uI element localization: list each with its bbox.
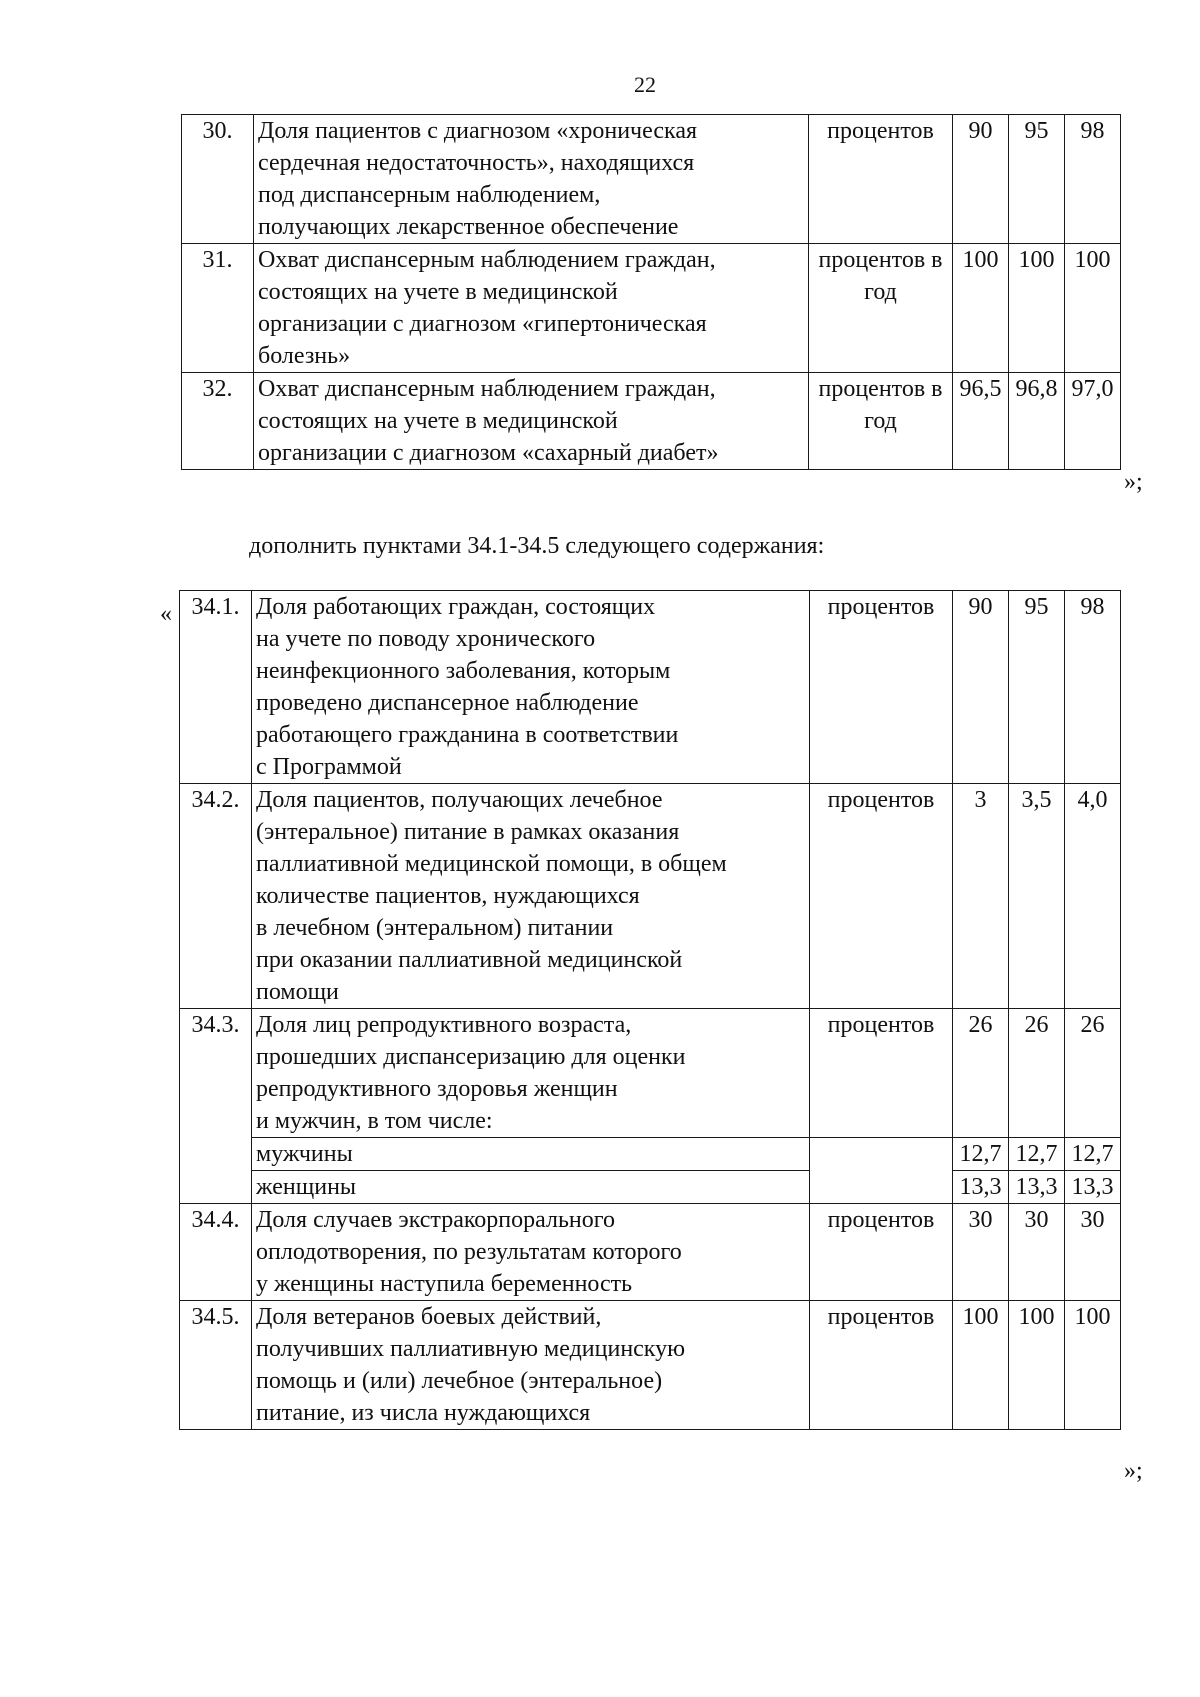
- value-cell: 12,7: [1065, 1138, 1121, 1171]
- amendment-paragraph: дополнить пунктами 34.1-34.5 следующего содержания:: [249, 533, 825, 559]
- description-line: организации с диагнозом «сахарный диабет»: [258, 440, 719, 466]
- row-number: 34.1.: [180, 591, 252, 784]
- description-line: состоящих на учете в медицинской: [258, 279, 618, 305]
- description-line: сердечная недостаточность», находящихся: [258, 150, 695, 176]
- row-unit: процентов: [810, 591, 953, 784]
- value-cell: 100: [1065, 244, 1121, 373]
- row-number: 34.2.: [180, 784, 252, 1009]
- row-description: [254, 373, 809, 470]
- value-cell: 12,7: [1009, 1138, 1065, 1171]
- value-cell: 12,7: [953, 1138, 1009, 1171]
- subrow-label: женщины: [252, 1171, 810, 1204]
- description-line: неинфекционного заболевания, которым: [256, 658, 671, 684]
- value-cell: 13,3: [953, 1171, 1009, 1204]
- value-cell: 98: [1065, 115, 1121, 244]
- table-row-30: [182, 115, 1121, 244]
- row-unit: процентов: [809, 115, 953, 244]
- row-number: 34.5.: [180, 1301, 252, 1430]
- table-row-34-5: [180, 1301, 1121, 1430]
- description-line: с Программой: [256, 754, 402, 780]
- description-line: и мужчин, в том числе:: [256, 1108, 493, 1134]
- table-subrow-women: [180, 1171, 1121, 1204]
- row-number: 30.: [182, 115, 254, 244]
- description-line: помощь и (или) лечебное (энтеральное): [256, 1368, 663, 1394]
- row-unit: процентов в год: [809, 373, 953, 470]
- value-cell: 95: [1009, 115, 1065, 244]
- description-line: организации с диагнозом «гипертоническая: [258, 311, 707, 337]
- description-line: количестве пациентов, нуждающихся: [256, 883, 640, 909]
- value-cell: 30: [953, 1204, 1009, 1301]
- table-row-34-3: [180, 1009, 1121, 1138]
- table-row-32: [182, 373, 1121, 470]
- description-line: на учете по поводу хронического: [256, 626, 596, 652]
- description-line: получающих лекарственное обеспечение: [258, 214, 679, 240]
- empty-unit-cell: [810, 1138, 953, 1204]
- description-line: Доля работающих граждан, состоящих: [256, 594, 656, 620]
- value-cell: 100: [1009, 1301, 1065, 1430]
- value-cell: 26: [1009, 1009, 1065, 1138]
- description-line: болезнь»: [258, 343, 351, 369]
- value-cell: 26: [1065, 1009, 1121, 1138]
- value-cell: 100: [953, 1301, 1009, 1430]
- description-line: у женщины наступила беременность: [256, 1271, 633, 1297]
- description-line: оплодотворения, по результатам которого: [256, 1239, 682, 1265]
- value-cell: 96,8: [1009, 373, 1065, 470]
- page-number: 22: [634, 72, 656, 97]
- row-description: [254, 115, 809, 244]
- table-row-34-1: [180, 591, 1121, 784]
- description-line: репродуктивного здоровья женщин: [256, 1076, 618, 1102]
- row-description: [252, 1204, 810, 1301]
- value-cell: 98: [1065, 591, 1121, 784]
- row-description: [252, 1009, 810, 1138]
- description-line: проведено диспансерное наблюдение: [256, 690, 639, 716]
- description-line: Доля лиц репродуктивного возраста,: [256, 1012, 632, 1038]
- description-line: под диспансерным наблюдением,: [258, 182, 601, 208]
- description-line: Охват диспансерным наблюдением граждан,: [258, 247, 716, 273]
- description-line: помощи: [256, 979, 339, 1005]
- row-description: [252, 784, 810, 1009]
- table-row-31: [182, 244, 1121, 373]
- value-cell: 90: [953, 115, 1009, 244]
- subrow-label: мужчины: [252, 1138, 810, 1171]
- closing-quote: »;: [1124, 1458, 1143, 1484]
- description-line: Доля пациентов, получающих лечебное: [256, 787, 663, 813]
- row-unit: процентов в год: [809, 244, 953, 373]
- value-cell: 30: [1009, 1204, 1065, 1301]
- description-line: состоящих на учете в медицинской: [258, 408, 618, 434]
- row-description: [254, 244, 809, 373]
- description-line: в лечебном (энтеральном) питании: [256, 915, 614, 941]
- value-cell: 26: [953, 1009, 1009, 1138]
- row-unit: процентов: [810, 1301, 953, 1430]
- description-line: Доля ветеранов боевых действий,: [256, 1304, 602, 1330]
- table-row-34-4: [180, 1204, 1121, 1301]
- row-number: 34.4.: [180, 1204, 252, 1301]
- row-unit: процентов: [810, 784, 953, 1009]
- description-line: (энтеральное) питание в рамках оказания: [256, 819, 680, 845]
- value-cell: 13,3: [1009, 1171, 1065, 1204]
- row-description: [252, 1301, 810, 1430]
- description-line: получивших паллиативную медицинскую: [256, 1336, 686, 1362]
- value-cell: 3: [953, 784, 1009, 1009]
- description-line: питание, из числа нуждающихся: [256, 1400, 591, 1426]
- indicators-table-2: [179, 590, 1121, 1430]
- description-line: при оказании паллиативной медицинской: [256, 947, 683, 973]
- indicators-table-1: [181, 114, 1121, 470]
- row-unit: процентов: [810, 1009, 953, 1138]
- table-subrow-men: [180, 1138, 1121, 1171]
- description-line: прошедших диспансеризацию для оценки: [256, 1044, 686, 1070]
- value-cell: 95: [1009, 591, 1065, 784]
- description-line: работающего гражданина в соответствии: [256, 722, 679, 748]
- row-unit: процентов: [810, 1204, 953, 1301]
- value-cell: 100: [1065, 1301, 1121, 1430]
- description-line: паллиативной медицинской помощи, в общем: [256, 851, 727, 877]
- value-cell: 100: [1009, 244, 1065, 373]
- row-number: 32.: [182, 373, 254, 470]
- description-line: Охват диспансерным наблюдением граждан,: [258, 376, 716, 402]
- table-row-34-2: [180, 784, 1121, 1009]
- value-cell: 97,0: [1065, 373, 1121, 470]
- description-line: Доля пациентов с диагнозом «хроническая: [258, 118, 698, 144]
- row-number: 34.3.: [180, 1009, 252, 1204]
- value-cell: 3,5: [1009, 784, 1065, 1009]
- value-cell: 4,0: [1065, 784, 1121, 1009]
- value-cell: 96,5: [953, 373, 1009, 470]
- opening-quote: «: [160, 601, 172, 627]
- row-number: 31.: [182, 244, 254, 373]
- closing-quote: »;: [1124, 469, 1143, 495]
- row-description: [252, 591, 810, 784]
- description-line: Доля случаев экстракорпорального: [256, 1207, 616, 1233]
- value-cell: 30: [1065, 1204, 1121, 1301]
- value-cell: 100: [953, 244, 1009, 373]
- value-cell: 13,3: [1065, 1171, 1121, 1204]
- value-cell: 90: [953, 591, 1009, 784]
